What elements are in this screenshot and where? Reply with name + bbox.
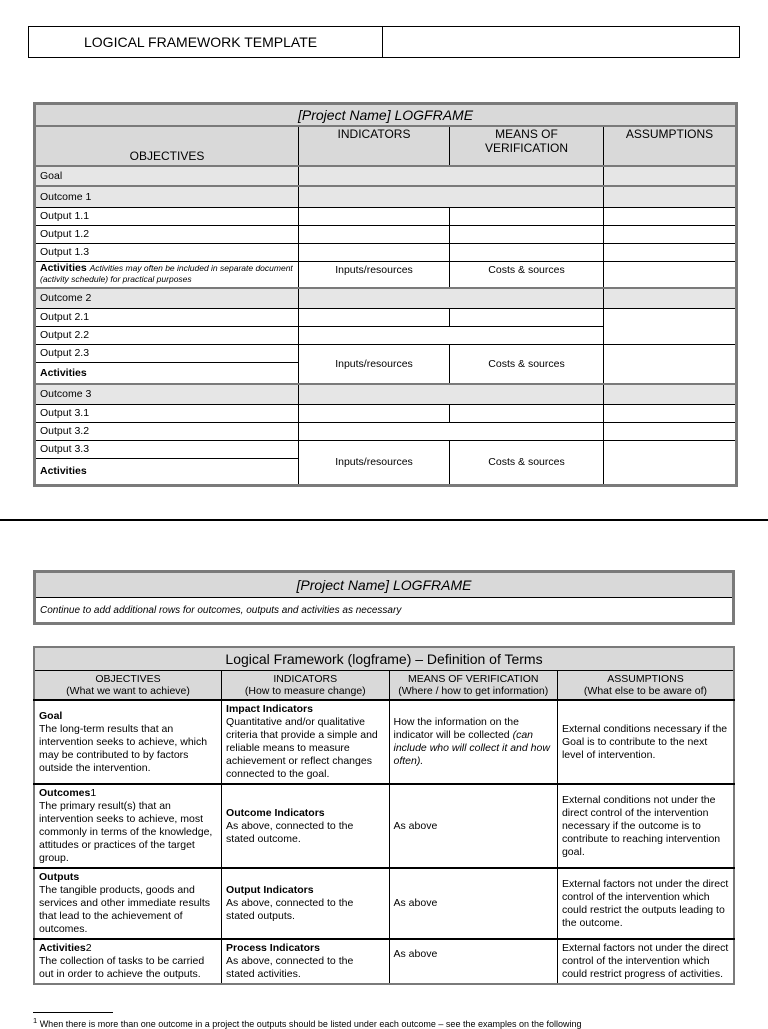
def-output-means: As above: [389, 868, 557, 939]
row-output-3-2: Output 3.2: [35, 422, 299, 440]
def-outcome-indicators: Outcome Indicators As above, connected to the stated outcome.: [222, 784, 389, 868]
col-indicators: INDICATORS: [299, 126, 450, 166]
row-outcome-3: Outcome 3: [35, 384, 299, 404]
row-activities-2: Activities: [35, 362, 299, 384]
template-header-empty: [383, 27, 739, 57]
footnote-rule: [33, 1012, 113, 1013]
row-goal: Goal: [35, 166, 299, 186]
activities-label: Activities: [40, 262, 87, 275]
row-output-2-2: Output 2.2: [35, 326, 299, 344]
def-outcome-means: As above: [389, 784, 557, 868]
page-divider: [0, 519, 768, 521]
footnote: $^1$ When there is more than one outcome in a project the outputs should be listed under each outcome – see the examples on the following: [33, 1016, 582, 1029]
def-outputs: Outputs The tangible products, goods and services and other immediate results that lead to the achievement of outcomes.: [34, 868, 222, 939]
def-impact-indicators: Impact Indicators Quantitative and/or qualitative criteria that provide a simple and reliable means to measure achievement or reflect changes connected to the goal.: [222, 700, 389, 784]
col-means: MEANS OF VERIFICATION: [450, 126, 604, 166]
costs-1: Costs & sources: [450, 261, 604, 288]
logframe-title: [Project Name] LOGFRAME: [35, 104, 737, 127]
logframe-table: [33, 102, 738, 487]
goal-cell: [299, 166, 604, 186]
outcome-1-cell: [299, 186, 604, 207]
goal-assumption: [604, 166, 737, 186]
template-title: LOGICAL FRAMEWORK TEMPLATE: [29, 27, 383, 57]
costs-2: Costs & sources: [450, 344, 604, 384]
def-outcomes: Outcomes1 The primary result(s) that an intervention seeks to achieve, most commonly in terms of the knowledge, attitudes or practices of the target group.: [34, 784, 222, 868]
definitions-table: [33, 646, 735, 985]
def-output-assumptions: External factors not under the direct control of the intervention which could restrict the outputs leading to the outcome.: [557, 868, 734, 939]
template-header-box: [28, 26, 740, 58]
logframe-continued-table: [33, 570, 735, 625]
row-activities-1: [35, 261, 299, 288]
def-header-indicators: INDICATORS (How to measure change): [222, 671, 389, 701]
inputs-3: Inputs/resources: [299, 440, 450, 485]
def-header-means: MEANS OF VERIFICATION (Where / how to get information): [389, 671, 557, 701]
def-outcome-assumptions: External conditions not under the direct control of the intervention necessary if the outcome is to contribute to reaching intervention goal.: [557, 784, 734, 868]
col-assumptions: ASSUMPTIONS: [604, 126, 737, 166]
costs-3: Costs & sources: [450, 440, 604, 485]
def-output-indicators: Output Indicators As above, connected to the stated outputs.: [222, 868, 389, 939]
def-process-indicators: Process Indicators As above, connected to the stated activities.: [222, 939, 389, 984]
def-goal: Goal The long-term results that an intervention seeks to achieve, which may be contributed to by factors outside the intervention.: [34, 700, 222, 784]
row-output-2-1: Output 2.1: [35, 308, 299, 326]
def-header-assumptions: ASSUMPTIONS (What else to be aware of): [557, 671, 734, 701]
def-activities: Activities2 The collection of tasks to be carried out in order to achieve the outputs.: [34, 939, 222, 984]
logframe-2-note: Continue to add additional rows for outcomes, outputs and activities as necessary: [35, 598, 734, 624]
row-activities-3: Activities: [35, 458, 299, 485]
row-output-1-3: Output 1.3: [35, 243, 299, 261]
activities-note: Activities may often be included in separate document (activity schedule) for practical purposes: [40, 263, 293, 285]
inputs-1: Inputs/resources: [299, 261, 450, 288]
definitions-title: Logical Framework (logframe) – Definition of Terms: [34, 647, 734, 671]
row-output-1-1: Output 1.1: [35, 207, 299, 225]
logframe-2-title: [Project Name] LOGFRAME: [35, 572, 734, 598]
def-activities-assumptions: External factors not under the direct control of the intervention which could restrict progress of activities.: [557, 939, 734, 984]
col-objectives: OBJECTIVES: [35, 126, 299, 166]
def-goal-means: How the information on the indicator will be collected (can include who will collect it and how often).: [389, 700, 557, 784]
row-output-1-2: Output 1.2: [35, 225, 299, 243]
outcome-1-assumption: [604, 186, 737, 207]
inputs-2: Inputs/resources: [299, 344, 450, 384]
row-output-3-1: Output 3.1: [35, 404, 299, 422]
row-output-2-3: Output 2.3: [35, 344, 299, 362]
def-header-objectives: OBJECTIVES (What we want to achieve): [34, 671, 222, 701]
def-activities-means: As above: [389, 939, 557, 984]
row-outcome-2: Outcome 2: [35, 288, 299, 308]
row-outcome-1: Outcome 1: [35, 186, 299, 207]
def-goal-assumptions: External conditions necessary if the Goal is to contribute to the next level of intervention.: [557, 700, 734, 784]
row-output-3-3: Output 3.3: [35, 440, 299, 458]
